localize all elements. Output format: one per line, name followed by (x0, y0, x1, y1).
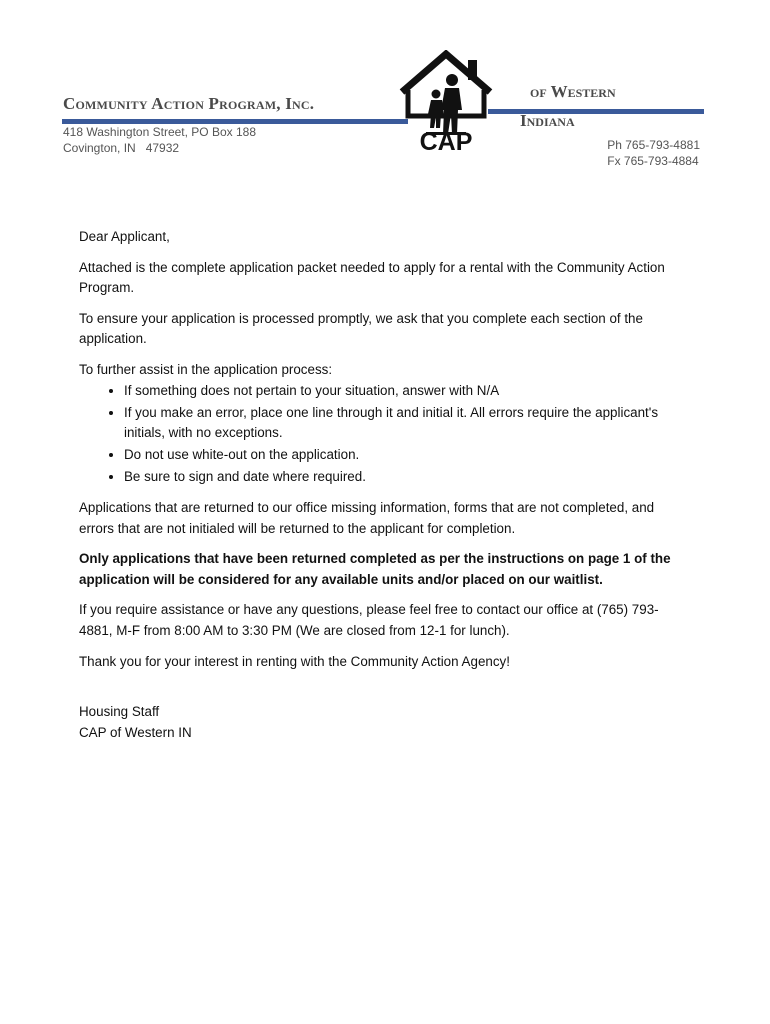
phone-number: Ph 765-793-4881 (607, 138, 700, 152)
paragraph-intro: Attached is the complete application packet needed to apply for a rental with the Community Action Program. (79, 259, 665, 296)
org-name: Community Action Program, Inc. (63, 94, 315, 113)
paragraph-thanks: Thank you for your interest in renting with the Community Action Agency! (79, 653, 510, 669)
list-item: • If you make an error, place one line through it and initial it. All errors require the applicant's initials, with no exceptions. (124, 403, 679, 444)
cap-house-logo (396, 50, 496, 152)
paragraph-important: Only applications that have been returned completed as per the instructions on page 1 of the application will be considered for any available units and/or placed on our waitlist. (79, 551, 671, 587)
paragraph-contact: If you require assistance or have any questions, please feel free to contact our office at (765) 793-4881, M-F from 8:00 AM to 3:30 PM (We are closed from 12-1 for lunch). (79, 602, 659, 638)
contact-block (607, 137, 700, 169)
instruction-list (79, 381, 679, 488)
list-item: • If something does not pertain to your situation, answer with N/A (124, 381, 679, 402)
fax-number: Fx 765-793-4884 (607, 154, 699, 168)
list-item: • Do not use white-out on the application. (124, 445, 679, 466)
signature-line-1: Housing Staff (79, 704, 160, 720)
logo-text: CAP (419, 128, 473, 152)
letter-body (79, 227, 679, 743)
signature-block (79, 702, 679, 743)
org-name-continued: of Western (530, 82, 616, 101)
salutation: Dear Applicant, (79, 229, 170, 244)
list-item: • Be sure to sign and date where required. (124, 467, 679, 488)
org-name-state: Indiana (520, 111, 575, 130)
paragraph-returned: Applications that are returned to our office missing information, forms that are not completed, and errors that are not initialed will be returned to the applicant for completion. (79, 500, 655, 536)
signature-line-2: CAP of Western IN (79, 724, 192, 740)
paragraph-assist: To further assist in the application process: (79, 361, 333, 377)
address-block (63, 124, 256, 156)
paragraph-instructions: To ensure your application is processed promptly, we ask that you complete each section of the application. (79, 310, 643, 347)
address-line-2: Covington, IN 47932 (63, 141, 180, 155)
address-line-1: 418 Washington Street, PO Box 188 (63, 125, 257, 139)
